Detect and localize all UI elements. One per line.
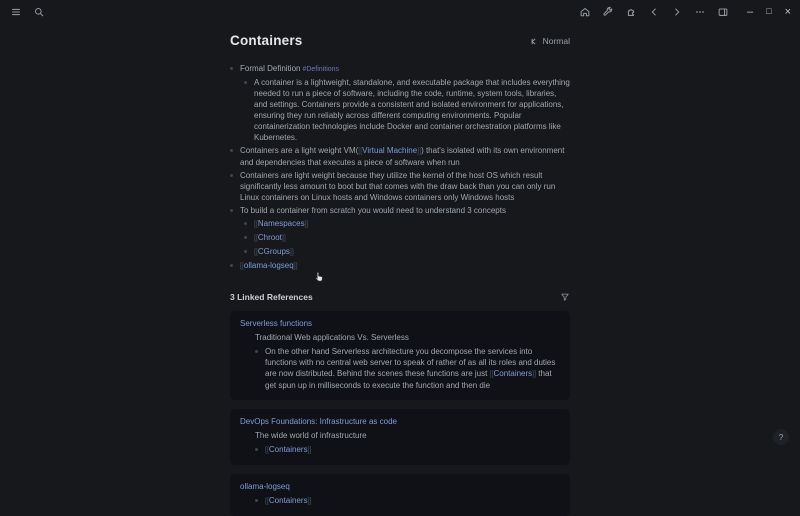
text-segment: ) that's isolated with its own environment and dependencies that executes a piece of software when run	[240, 146, 565, 167]
bullet-dot[interactable]	[244, 81, 247, 84]
linked-references-header[interactable]	[230, 292, 570, 302]
text-segment: Containers are light weight because they utilize the kernel of the host OS which result significantly less amount to boot but that comes with the draw back than you can only run Linux containers on Linux hosts and Windows containers only Windows hosts	[240, 171, 556, 202]
page-reference-link[interactable]: Containers	[493, 369, 533, 378]
page-reference-link[interactable]: CGroups	[257, 247, 290, 256]
block-formal-definition[interactable]	[230, 63, 570, 75]
ref-parent-block[interactable]: The wide world of infrastructure	[255, 431, 367, 440]
block-kernel-host-os[interactable]	[230, 170, 570, 203]
page-reference-link[interactable]: Containers	[268, 496, 308, 505]
menu-icon[interactable]	[9, 5, 23, 19]
ref-block[interactable]	[255, 495, 560, 507]
bullet-dot[interactable]	[255, 499, 258, 502]
block-definition-body[interactable]	[244, 77, 570, 143]
linked-references-section	[230, 292, 570, 516]
bracket-open: [[	[358, 148, 363, 155]
home-icon[interactable]	[578, 5, 592, 19]
top-bar	[0, 0, 800, 24]
ref-page-link[interactable]: ollama-logseq	[240, 482, 290, 491]
bracket-close: ]]	[293, 263, 298, 270]
bracket-open: [[	[489, 371, 494, 378]
mode-indicator[interactable]	[529, 36, 570, 46]
bracket-close: ]]	[289, 249, 294, 256]
block-lightweight-vm[interactable]	[230, 145, 570, 168]
bracket-open: [[	[265, 498, 269, 505]
block-cgroups[interactable]	[244, 246, 570, 258]
block-chroot[interactable]	[244, 232, 570, 244]
filter-funnel-icon[interactable]	[560, 292, 570, 302]
topbar-left-group	[9, 5, 46, 19]
bracket-open: [[	[240, 263, 244, 270]
mode-label: Normal	[542, 36, 570, 46]
ref-page-link[interactable]: Serverless functions	[240, 319, 313, 328]
page-title[interactable]: Containers	[230, 33, 303, 48]
plugins-icon[interactable]	[624, 5, 638, 19]
bullet-dot[interactable]	[230, 209, 233, 212]
text-segment: Containers are a light weight VM(	[240, 146, 359, 155]
bullet-dot[interactable]	[230, 264, 233, 267]
bracket-open: [[	[254, 221, 258, 228]
page-reference-link[interactable]: Namespaces	[257, 219, 305, 228]
right-sidebar-toggle-icon[interactable]	[716, 5, 730, 19]
window-maximize-button[interactable]: □	[766, 6, 772, 16]
linked-ref-card-devops	[230, 409, 570, 465]
window-minimize-button[interactable]: –	[747, 5, 754, 18]
block-three-concepts[interactable]	[230, 205, 570, 216]
linked-ref-card-serverless	[230, 311, 570, 400]
search-icon[interactable]	[32, 5, 46, 19]
text-segment: To build a container from scratch you would need to understand 3 concepts	[240, 206, 506, 215]
bracket-close: ]]	[281, 235, 286, 242]
bracket-open: [[	[265, 447, 269, 454]
ref-parent-block[interactable]: Traditional Web applications Vs. Serverless	[255, 333, 409, 342]
block-ollama-logseq[interactable]	[230, 260, 570, 272]
back-icon[interactable]	[647, 5, 661, 19]
page-reference-link[interactable]: ollama-logseq	[243, 261, 294, 270]
window-close-button[interactable]: ×	[784, 5, 791, 18]
linked-ref-card-ollama	[230, 474, 570, 516]
window-controls	[747, 7, 791, 18]
outline	[230, 63, 570, 272]
page-reference-link[interactable]: Chroot	[257, 233, 282, 242]
tag-definitions[interactable]: #Definitions	[302, 66, 340, 73]
bullet-dot[interactable]	[244, 236, 247, 239]
bullet-dot[interactable]	[230, 174, 233, 177]
page-reference-link[interactable]: Virtual Machine	[362, 146, 418, 155]
bullet-dot[interactable]	[244, 250, 247, 253]
bracket-close: ]]	[307, 447, 312, 454]
bullet-dot[interactable]	[230, 67, 233, 70]
page-content	[230, 24, 570, 516]
text-segment: A container is a lightweight, standalone, and executable package that includes everything needed to run a piece of software, including the code, runtime, system tools, libraries, and settings. Containers provide a consistent and isolated environment for applications, ensuring they run reliably across different computing environments. Popular containerization technologies include Docker and container orchestration platforms like Kubernetes.	[254, 78, 570, 142]
forward-icon[interactable]	[670, 5, 684, 19]
bullet-dot[interactable]	[255, 350, 258, 353]
ref-page-link[interactable]: DevOps Foundations: Infrastructure as code	[240, 417, 397, 426]
ref-block[interactable]	[255, 444, 560, 456]
more-options-icon[interactable]	[693, 5, 707, 19]
bracket-open: [[	[254, 249, 258, 256]
text-segment: that get spun up in milliseconds to execute the function and then die	[265, 369, 552, 390]
text-segment: On the other hand Serverless architecture you decompose the services into functions with no central web server to speak of rather of as all its roles and duties are now distributed. Behind the scenes these functions are just	[265, 347, 556, 378]
page-title-row	[230, 33, 570, 49]
linked-references-heading: 3 Linked References	[230, 292, 313, 302]
mode-indicator-icon	[529, 37, 538, 46]
bracket-open: [[	[254, 235, 258, 242]
page-reference-link[interactable]: Containers	[268, 445, 308, 454]
topbar-right-group	[578, 5, 791, 19]
bullet-dot[interactable]	[230, 149, 233, 152]
tools-icon[interactable]	[601, 5, 615, 19]
help-button[interactable]: ?	[773, 429, 789, 445]
bracket-close: ]]	[532, 371, 537, 378]
bracket-close: ]]	[417, 148, 422, 155]
block-namespaces[interactable]	[244, 218, 570, 230]
ref-block[interactable]	[255, 346, 560, 391]
text-segment: Formal Definition	[240, 64, 301, 73]
bracket-close: ]]	[304, 221, 309, 228]
bullet-dot[interactable]	[244, 222, 247, 225]
bracket-close: ]]	[307, 498, 312, 505]
